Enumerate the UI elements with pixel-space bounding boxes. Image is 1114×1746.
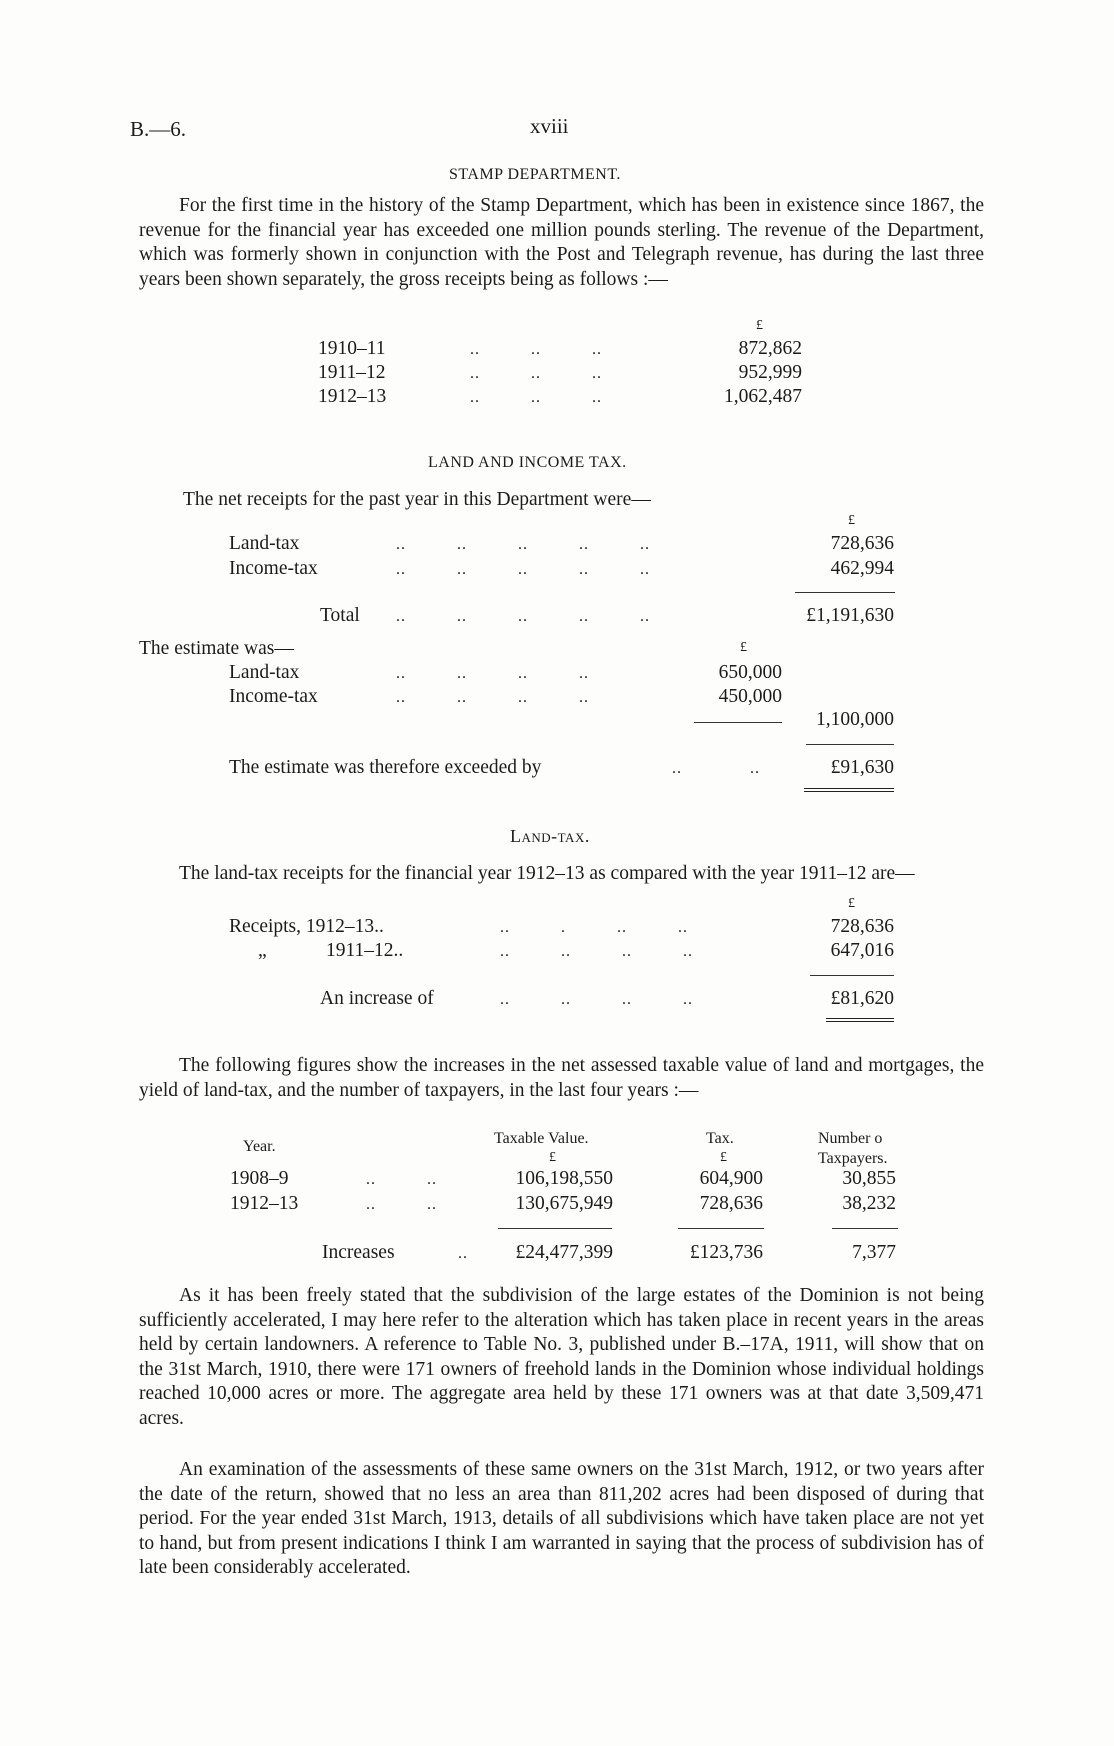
increases-tax: £123,736 <box>689 1242 763 1263</box>
col-year-header: Year. <box>243 1138 276 1155</box>
stamp-row-amount: 1,062,487 <box>724 386 802 407</box>
col-tax-unit: £ <box>720 1150 727 1165</box>
closing-paragraph-2-text: An examination of the assessments of these same owners on the 31st March, 1912, or two years after the date of the return, showed that no less an area than 811,202 acres had been disposed of during that period. For the year ended 31st March, 1913, details of all subdivisions which have taken place are not yet to hand, but from present indications I think I am warranted in saying that the process of subdivision has of late been considerably accelerated. <box>139 1459 984 1578</box>
assessed-row-tax: 728,636 <box>699 1193 763 1214</box>
receipt-amount: 462,994 <box>830 558 894 579</box>
sum-rule <box>678 1228 764 1229</box>
increases-value: £24,477,399 <box>515 1242 613 1263</box>
leader-dots: .. .. .. <box>470 389 602 406</box>
sum-rule <box>806 744 894 745</box>
land-tax-currency: £ <box>848 896 855 911</box>
leader-dots: .. .. .. .. <box>396 665 589 682</box>
double-rule <box>804 788 894 792</box>
leader-dots: .. .. .. .. <box>396 689 589 706</box>
total-label: Total <box>320 605 360 626</box>
leader-dots: .. .. <box>366 1196 437 1213</box>
increase-label: An increase of <box>320 988 434 1009</box>
receipt-label: Land-tax <box>229 533 300 554</box>
estimate-currency: £ <box>740 640 747 655</box>
assessed-row-year: 1912–13 <box>230 1193 299 1214</box>
closing-paragraph <box>139 1458 984 1581</box>
exceeded-amount: £91,630 <box>830 757 894 778</box>
stamp-row-amount: 872,862 <box>738 338 802 359</box>
land-tax-row1-label: Receipts, 1912–13.. <box>229 916 384 937</box>
document-reference: B.—6. <box>130 117 187 141</box>
leader-dots: .. .. .. .. <box>500 991 693 1008</box>
stamp-row-year: 1912–13 <box>318 386 387 407</box>
leader-dots: .. <box>458 1245 468 1262</box>
land-tax-row2-label: 1911–12.. <box>326 940 404 961</box>
land-tax-section-title: Land-tax. <box>510 826 590 846</box>
leader-dots: .. .. .. <box>470 365 602 382</box>
assessed-row-value: 106,198,550 <box>515 1168 613 1189</box>
total-amount: £1,191,630 <box>806 605 894 626</box>
sum-rule <box>810 975 894 976</box>
leader-dots: .. .. <box>366 1171 437 1188</box>
sum-rule <box>832 1228 898 1229</box>
stamp-row-amount: 952,999 <box>738 362 802 383</box>
col-number-header: Number o <box>818 1130 883 1147</box>
land-tax-intro <box>139 862 984 887</box>
assessed-row-number: 38,232 <box>842 1193 896 1214</box>
land-income-section-title: LAND AND INCOME TAX. <box>428 454 627 471</box>
assessed-row-tax: 604,900 <box>699 1168 763 1189</box>
receipt-label: Income-tax <box>229 558 318 579</box>
assessed-intro <box>139 1054 984 1103</box>
land-income-intro: The net receipts for the past year in this Department were— <box>183 489 651 510</box>
sum-rule <box>498 1228 612 1229</box>
stamp-currency: £ <box>756 318 763 333</box>
leader-dots: .. .. .. <box>470 341 602 358</box>
estimate-intro: The estimate was— <box>139 638 294 659</box>
col-number-header: Taxpayers. <box>818 1150 888 1167</box>
estimate-label: Land-tax <box>229 662 300 683</box>
estimate-amount: 650,000 <box>718 662 782 683</box>
page-number: xviii <box>530 114 569 138</box>
col-value-header: Taxable Value. <box>494 1130 589 1147</box>
ditto-mark: „ <box>258 940 267 961</box>
increases-label: Increases <box>322 1242 395 1263</box>
leader-dots: .. .. .. .. .. <box>396 608 650 625</box>
land-tax-row1-amount: 728,636 <box>830 916 894 937</box>
leader-dots: .. .. .. .. <box>500 943 693 960</box>
receipt-amount: 728,636 <box>830 533 894 554</box>
land-tax-row2-amount: 647,016 <box>830 940 894 961</box>
leader-dots: .. .. <box>672 760 760 777</box>
assessed-row-year: 1908–9 <box>230 1168 289 1189</box>
col-value-unit: £ <box>549 1150 556 1165</box>
assessed-intro-text: The following figures show the increases in the net assessed taxable value of land and mortgages, the yield of land-tax, and the number of taxpayers, in the last four years :— <box>139 1055 984 1101</box>
increase-amount: £81,620 <box>830 988 894 1009</box>
col-tax-header: Tax. <box>706 1130 734 1147</box>
assessed-row-value: 130,675,949 <box>515 1193 613 1214</box>
closing-paragraph <box>139 1284 984 1431</box>
estimate-total: 1,100,000 <box>816 709 894 730</box>
land-tax-intro-text: The land-tax receipts for the financial year 1912–13 as compared with the year 1911–12 are— <box>179 863 915 884</box>
sum-rule <box>795 592 895 593</box>
assessed-row-number: 30,855 <box>842 1168 896 1189</box>
stamp-paragraph <box>139 194 984 292</box>
leader-dots: .. .. .. .. .. <box>396 536 650 553</box>
estimate-label: Income-tax <box>229 686 318 707</box>
stamp-row-year: 1910–11 <box>318 338 386 359</box>
double-rule <box>826 1018 894 1022</box>
land-income-currency: £ <box>848 513 855 528</box>
leader-dots: .. . .. .. <box>500 919 688 936</box>
leader-dots: .. .. .. .. .. <box>396 561 650 578</box>
stamp-section-title: STAMP DEPARTMENT. <box>449 166 621 183</box>
stamp-paragraph-text: For the first time in the history of the Stamp Department, which has been in existence since 1867, the revenue for the financial year has exceeded one million pounds sterling. The revenue of the Department, which was formerly shown in conjunction with the Post and Telegraph revenue, has during the last three years been shown separately, the gross receipts being as follows :— <box>139 195 984 290</box>
increases-number: 7,377 <box>852 1242 896 1263</box>
estimate-amount: 450,000 <box>718 686 782 707</box>
exceeded-label: The estimate was therefore exceeded by <box>229 757 542 778</box>
stamp-row-year: 1911–12 <box>318 362 386 383</box>
sum-rule <box>694 722 782 723</box>
closing-paragraph-1-text: As it has been freely stated that the subdivision of the large estates of the Dominion is not being sufficiently accelerated, I may here refer to the alteration which has taken place in recent years in the areas held by certain landowners. A reference to Table No. 3, published under B.–17A, 1911, will show that on the 31st March, 1910, there were 171 owners of freehold lands in the Dominion whose individual holdings reached 10,000 acres or more. The aggregate area held by these 171 owners was at that date 3,509,471 acres. <box>139 1285 984 1429</box>
